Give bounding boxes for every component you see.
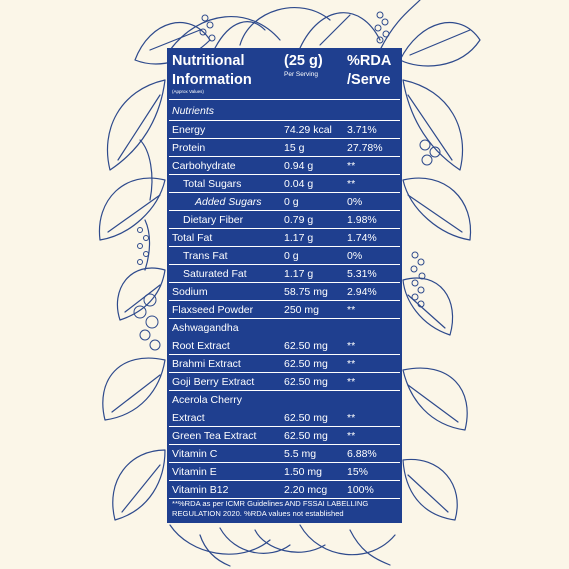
nutrient-name: Vitamin C [172,448,218,460]
nutrient-name: Dietary Fiber [183,214,244,226]
nutrient-row [167,193,402,211]
nutrient-row [167,427,402,445]
nutrient-name: Acerola Cherry [172,394,243,406]
serving-size: (25 g) [284,53,323,69]
nutrient-row [167,247,402,265]
nutrients-section-label: Nutrients [172,105,215,117]
nutrient-name: Total Sugars [183,178,242,190]
nutrient-name: Added Sugars [195,196,262,208]
nutrient-name: Flaxseed Powder [172,304,254,316]
nutrient-row [167,139,402,157]
nutrient-name: Carbohydrate [172,160,236,172]
nutrient-name: Green Tea Extract [172,430,257,442]
nutrient-rda: 3.71% [347,124,377,136]
nutrient-amount: 62.50 mg [284,412,328,424]
approx-values-note: (Approx Values) [172,89,204,94]
nutrient-rda: 15% [347,466,369,478]
nutrient-row [167,301,402,319]
nutrient-rda: 2.94% [347,286,377,298]
nutrient-row [167,373,402,391]
nutrient-row [167,211,402,229]
nutrient-row [167,229,402,247]
nutrient-name: Sodium [172,286,208,298]
nutrient-name: Root Extract [172,340,230,352]
nutrient-rda: 1.98% [347,214,377,226]
nutrient-name: Goji Berry Extract [172,376,255,388]
nutrient-name: Ashwagandha [172,322,239,334]
nutrient-rda: ** [347,340,356,352]
nutrient-rda: ** [347,358,356,370]
nutrient-name: Extract [172,412,205,424]
nutrient-rda: 0% [347,250,363,262]
nutrient-amount: 2.20 mcg [284,484,328,496]
nutrient-amount: 0.79 g [284,214,314,226]
nutrient-rda: 5.31% [347,268,377,280]
nutrient-amount: 62.50 mg [284,430,328,442]
title-line-1: Nutritional [172,53,245,69]
nutrient-amount: 15 g [284,142,305,154]
nutrient-amount: 62.50 mg [284,340,328,352]
nutrient-rda: ** [347,430,356,442]
nutrient-row [167,463,402,481]
title-line-2: Information [172,72,252,88]
nutrient-name: Brahmi Extract [172,358,241,370]
nutrient-rda: 1.74% [347,232,377,244]
nutrient-rda: ** [347,160,356,172]
nutrient-amount: 62.50 mg [284,376,328,388]
nutrient-row [167,481,402,499]
nutrient-row [167,409,402,427]
nutrient-row [167,445,402,463]
per-serving-label: Per Serving [284,71,318,78]
nutrient-row [167,265,402,283]
nutrient-rda: ** [347,304,356,316]
nutrient-row [167,157,402,175]
nutrient-row [167,319,402,337]
nutrient-amount: 0 g [284,250,299,262]
nutrient-rda: 0% [347,196,363,208]
rda-header-line-2: /Serve [347,72,391,88]
nutrient-rda: 100% [347,484,374,496]
nutrient-name: Trans Fat [183,250,228,262]
nutrient-row [167,175,402,193]
rda-footnote: **%RDA as per ICMR Guidelines AND FSSAI LABELLING REGULATION 2020. %RDA values not established [172,499,369,518]
nutrient-amount: 1.17 g [284,268,314,280]
nutrient-rda: 6.88% [347,448,377,460]
nutrition-facts-panel [167,48,402,523]
nutrient-rda: 27.78% [347,142,383,154]
nutrient-row [167,121,402,139]
nutrient-amount: 0 g [284,196,299,208]
nutrient-name: Vitamin B12 [172,484,229,496]
nutrient-rda: ** [347,376,356,388]
header-divider [169,99,400,100]
nutrient-amount: 1.17 g [284,232,314,244]
nutrition-header [167,48,402,98]
nutrient-amount: 5.5 mg [284,448,317,460]
nutrient-row [167,337,402,355]
nutrient-row [167,355,402,373]
nutrient-amount: 62.50 mg [284,358,328,370]
rda-header-line-1: %RDA [347,53,392,69]
nutrient-row [167,391,402,409]
nutrient-name: Protein [172,142,206,154]
nutrient-amount: 58.75 mg [284,286,328,298]
nutrient-name: Energy [172,124,206,136]
nutrient-rda: ** [347,178,356,190]
nutrient-name: Saturated Fat [183,268,247,280]
nutrient-name: Vitamin E [172,466,217,478]
nutrient-amount: 250 mg [284,304,320,316]
nutrient-row [167,283,402,301]
nutrient-amount: 0.04 g [284,178,314,190]
nutrient-name: Total Fat [172,232,213,244]
nutrient-amount: 1.50 mg [284,466,322,478]
nutrient-rda: ** [347,412,356,424]
nutrient-amount: 0.94 g [284,160,314,172]
nutrient-amount: 74.29 kcal [284,124,332,136]
